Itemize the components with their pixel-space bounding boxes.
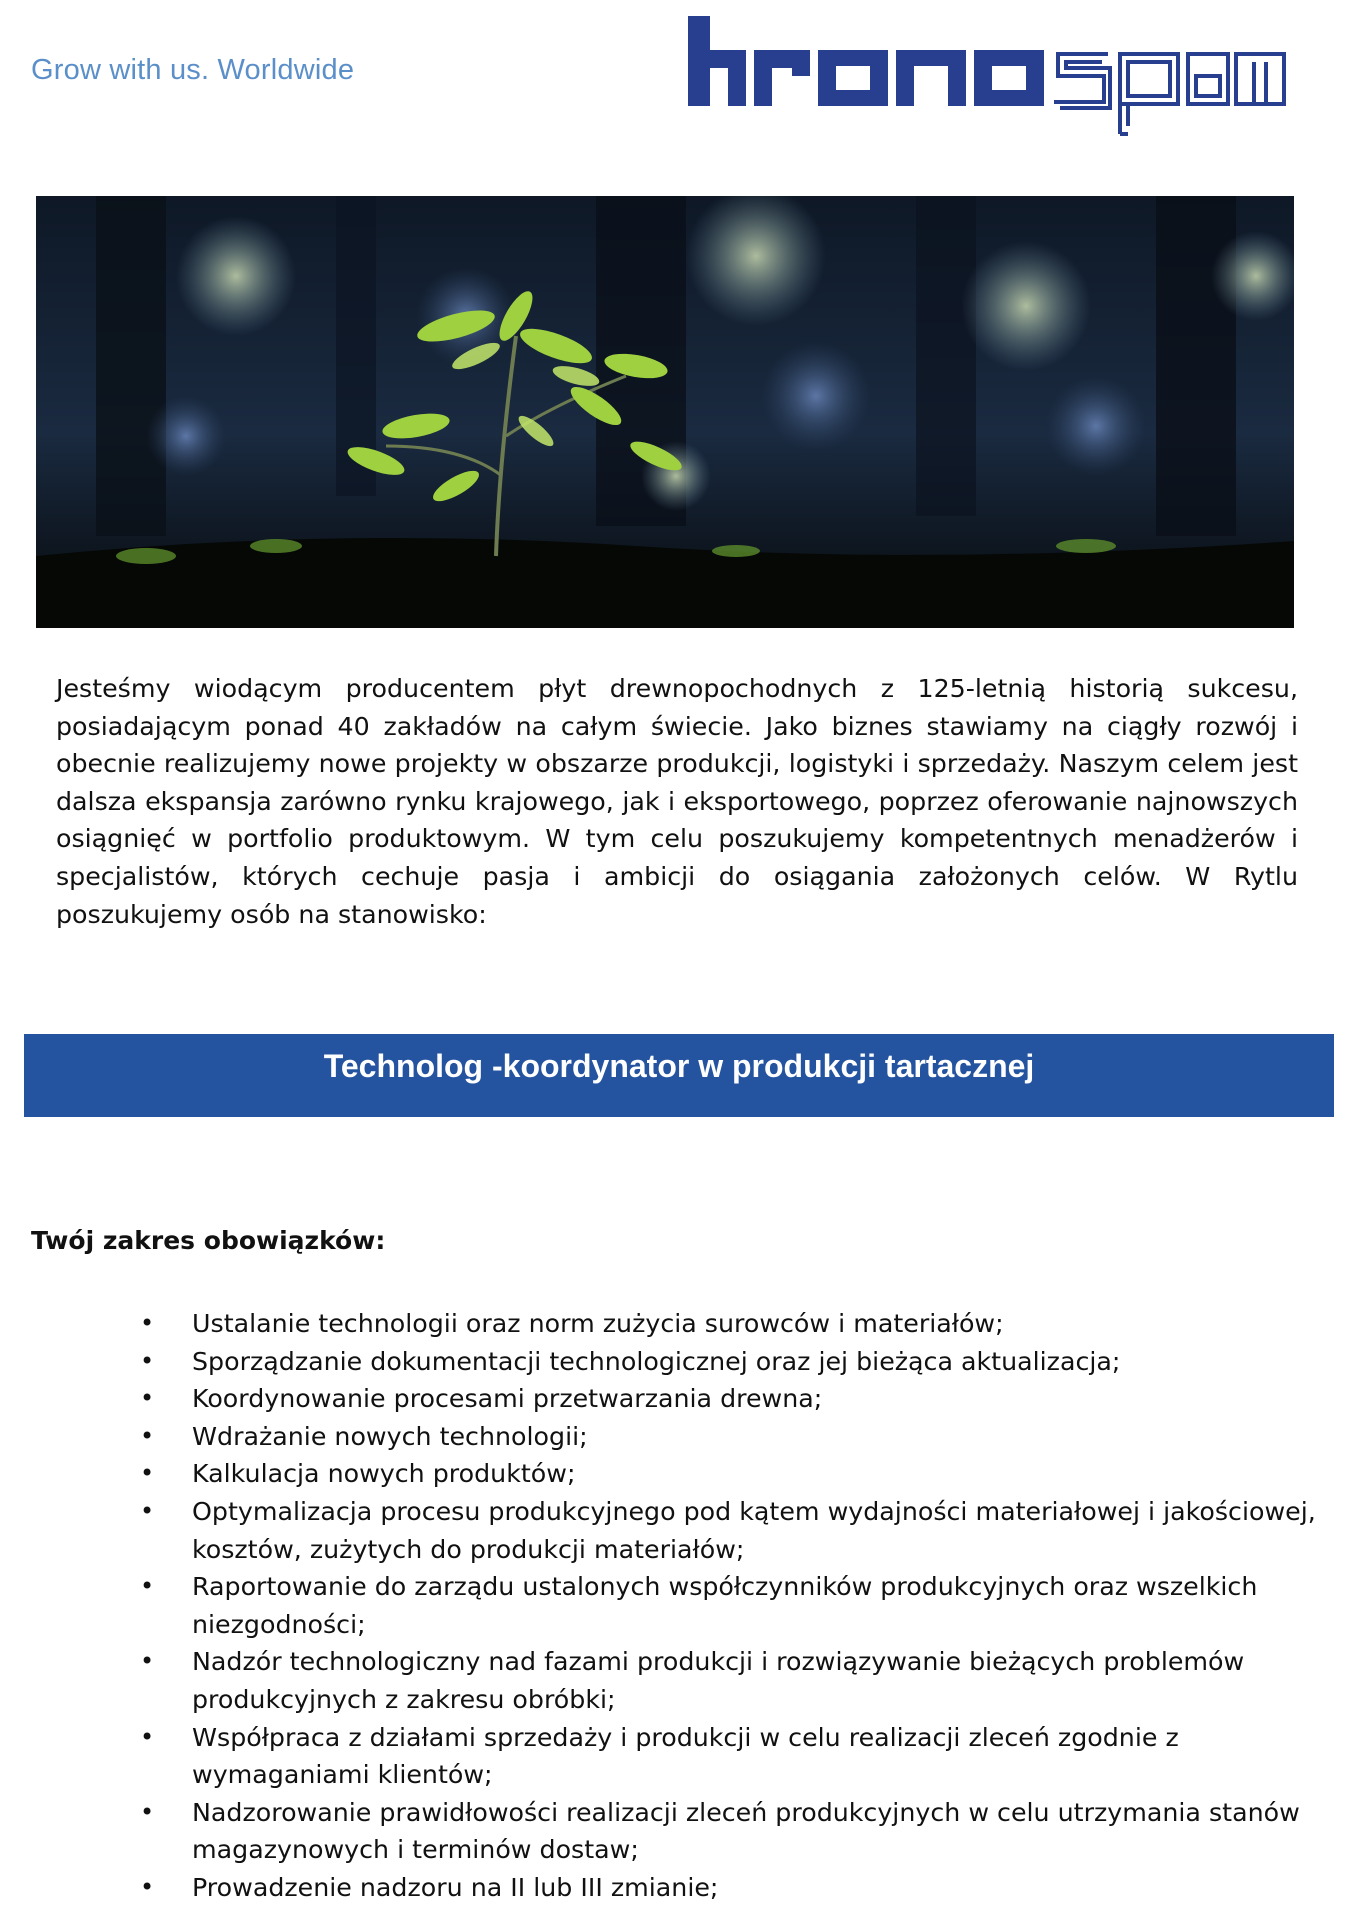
bullet-icon: • — [140, 1384, 155, 1413]
list-item — [140, 1343, 1320, 1381]
list-item — [140, 1568, 1320, 1643]
bullet-icon: • — [140, 1722, 155, 1751]
list-item — [140, 1493, 1320, 1568]
duty-text: Wdrażanie nowych technologii; — [192, 1421, 588, 1451]
duties-list — [140, 1305, 1320, 1907]
duty-text: Kalkulacja nowych produktów; — [192, 1459, 576, 1489]
list-item — [140, 1418, 1320, 1456]
list-item — [140, 1719, 1320, 1794]
list-item — [140, 1643, 1320, 1718]
list-item — [140, 1455, 1320, 1493]
bullet-icon: • — [140, 1647, 155, 1676]
job-title-banner — [24, 1034, 1334, 1117]
duty-text: Optymalizacja procesu produkcyjnego pod kątem wydajności materiałowej i jakościowej, kosztów, zużytych do produkcji materiałów; — [192, 1496, 1316, 1564]
bullet-icon: • — [140, 1496, 155, 1525]
duty-text: Prowadzenie nadzoru na II lub III zmianie; — [192, 1872, 719, 1902]
duty-text: Nadzorowanie prawidłowości realizacji zleceń produkcyjnych w celu utrzymania stanów magazynowych i terminów dostaw; — [192, 1797, 1300, 1865]
duty-text: Koordynowanie procesami przetwarzania drewna; — [192, 1384, 823, 1414]
bullet-icon: • — [140, 1421, 155, 1450]
duties-heading: Twój zakres obowiązków: — [31, 1226, 386, 1255]
list-item — [140, 1869, 1320, 1907]
duty-text: Raportowanie do zarządu ustalonych współczynników produkcyjnych oraz wszelkich niezgodności; — [192, 1572, 1258, 1639]
bullet-icon: • — [140, 1872, 155, 1901]
bullet-icon: • — [140, 1309, 155, 1337]
intro-paragraph: Jesteśmy wiodącym producentem płyt drewnopochodnych z 125-letnią historią sukcesu, posiadającym ponad 40 zakładów na całym świecie. Jako biznes stawiamy na ciągły rozwój i obecnie realizujemy nowe projekty w obszarze produkcji, logistyki i sprzedaży. Naszym celem jest dalsza ekspansja zarówno rynku krajowego, jak i eksportowego, poprzez oferowanie najnowszych osiągnięć w portfolio produktowym. W tym celu poszukujemy kompetentnych menadżerów i specjalistów, których cechuje pasja i ambicji do osiągania założonych celów. W Rytlu poszukujemy osób na stanowisko: — [56, 674, 1298, 929]
list-item — [140, 1380, 1320, 1418]
job-title: Technolog -koordynator w produkcji tartacznej — [323, 1048, 1035, 1084]
duty-text: Ustalanie technologii oraz norm zużycia surowców i materiałów; — [192, 1309, 1004, 1338]
kronospan-logo — [688, 16, 1286, 136]
bullet-icon: • — [140, 1797, 155, 1826]
duty-text: Współpraca z działami sprzedaży i produkcji w celu realizacji zleceń zgodnie z wymaganiami klientów; — [192, 1722, 1179, 1790]
bullet-icon: • — [140, 1346, 155, 1375]
duty-text: Nadzór technologiczny nad fazami produkcji i rozwiązywanie bieżących problemów produkcyjnych z zakresu obróbki; — [192, 1647, 1245, 1714]
list-item — [140, 1305, 1320, 1343]
bullet-icon: • — [140, 1459, 155, 1488]
bullet-icon: • — [140, 1572, 155, 1601]
company-tagline: Grow with us. Worldwide — [31, 54, 355, 86]
list-item — [140, 1794, 1320, 1869]
seedling-forest-photo — [36, 196, 1294, 628]
duty-text: Sporządzanie dokumentacji technologicznej oraz jej bieżąca aktualizacja; — [192, 1346, 1121, 1376]
